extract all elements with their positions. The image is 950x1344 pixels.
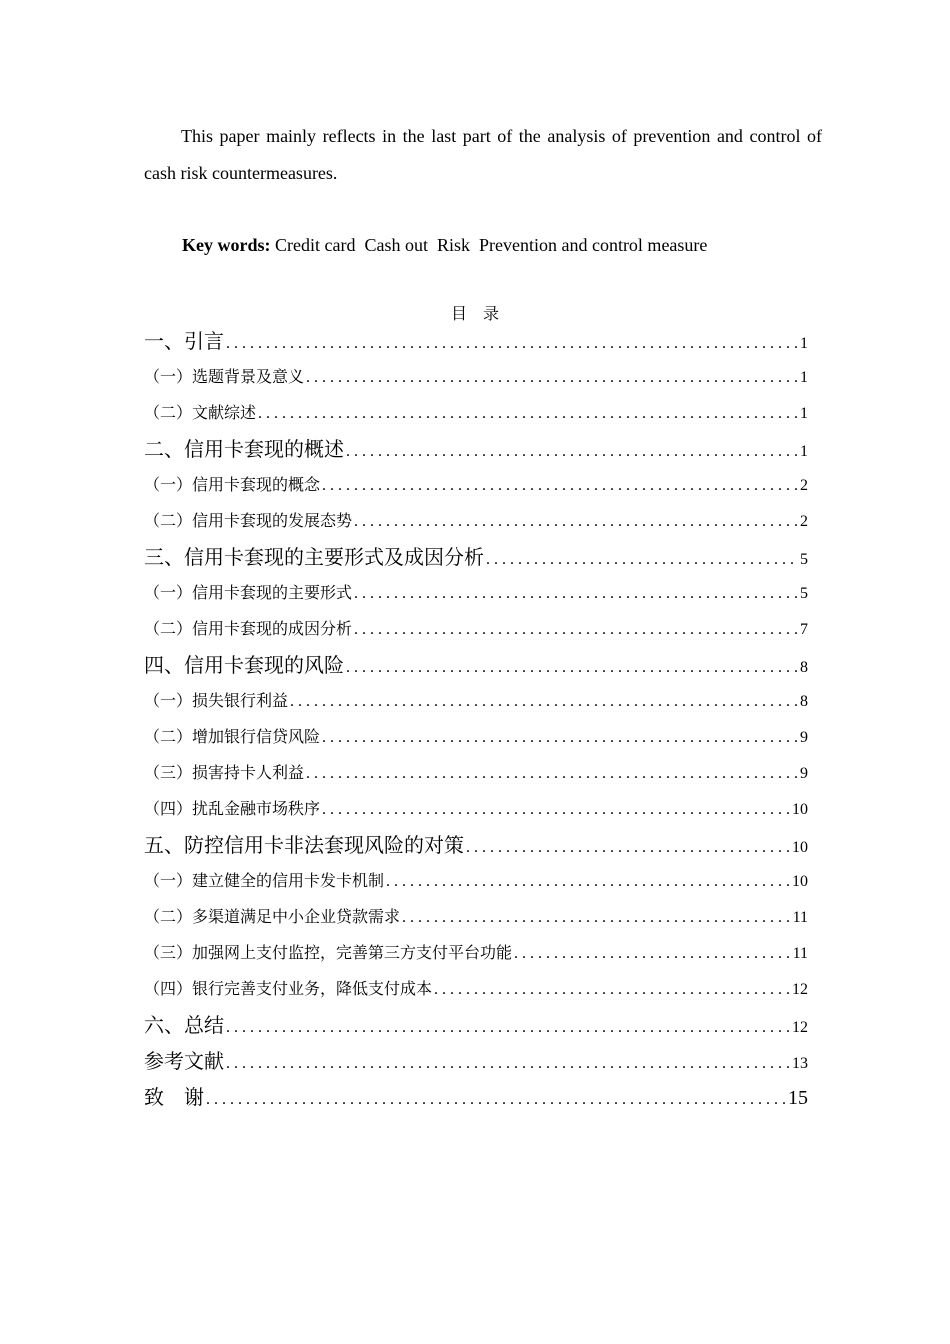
toc-entry-page: 12 <box>792 981 808 998</box>
toc-entry[interactable] <box>144 468 808 504</box>
toc-leader-dots <box>354 612 798 648</box>
toc-entry-page: 1 <box>800 335 808 352</box>
toc-entry-text: （四）银行完善支付业务，降低支付成本 <box>144 981 433 998</box>
toc-leader-dots <box>486 542 798 576</box>
toc-entry[interactable] <box>144 504 808 540</box>
toc-entry[interactable] <box>144 1044 808 1080</box>
toc-entry-page: 1 <box>800 443 808 460</box>
toc-entry-page: 12 <box>792 1019 808 1036</box>
toc-leader-dots <box>402 900 791 936</box>
toc-leader-dots <box>290 684 798 720</box>
toc-entry[interactable] <box>144 648 808 684</box>
toc-entry[interactable] <box>144 900 808 936</box>
toc-entry-text: （一）选题背景及意义 <box>144 369 305 386</box>
toc-entry-page: 7 <box>800 621 808 638</box>
toc-entry-text: 参考文献 <box>144 1051 224 1073</box>
toc-entry-text: （二）信用卡套现的发展态势 <box>144 513 353 530</box>
toc-entry-page: 9 <box>800 729 808 746</box>
toc-entry-page: 15 <box>788 1087 808 1109</box>
toc-leader-dots <box>226 1010 790 1044</box>
toc-entry-page: 2 <box>800 477 808 494</box>
toc-entry-text: 二、信用卡套现的概述 <box>144 439 344 461</box>
toc-leader-dots <box>306 756 798 792</box>
toc-entry[interactable] <box>144 792 808 828</box>
toc-entry[interactable] <box>144 1080 808 1116</box>
toc-entry-text: （二）增加银行信贷风险 <box>144 729 321 746</box>
table-of-contents <box>144 324 808 1116</box>
toc-entry-text: 致 谢 <box>144 1087 204 1109</box>
toc-entry-text: （二）多渠道满足中小企业贷款需求 <box>144 909 401 926</box>
toc-entry-text: （一）信用卡套现的概念 <box>144 477 321 494</box>
toc-entry[interactable] <box>144 324 808 360</box>
toc-entry-page: 2 <box>800 513 808 530</box>
toc-entry-page: 8 <box>800 659 808 676</box>
toc-entry[interactable] <box>144 396 808 432</box>
toc-entry-text: （一）建立健全的信用卡发卡机制 <box>144 873 385 890</box>
toc-entry-page: 1 <box>800 405 808 422</box>
toc-leader-dots <box>346 650 798 684</box>
toc-leader-dots <box>322 720 798 756</box>
toc-entry-text: 三、信用卡套现的主要形式及成因分析 <box>144 547 484 569</box>
toc-entry-text: 四、信用卡套现的风险 <box>144 655 344 677</box>
toc-entry-text: （一）信用卡套现的主要形式 <box>144 585 353 602</box>
toc-entry[interactable] <box>144 576 808 612</box>
toc-entry-text: （四）扰乱金融市场秩序 <box>144 801 321 818</box>
toc-entry-page: 11 <box>792 945 808 962</box>
toc-entry-page: 1 <box>800 369 808 386</box>
toc-leader-dots <box>226 326 798 360</box>
toc-entry-text: （三）加强网上支付监控，完善第三方支付平台功能 <box>144 945 513 962</box>
toc-leader-dots <box>354 576 798 612</box>
toc-entry-page: 10 <box>792 873 808 890</box>
toc-leader-dots <box>434 972 790 1008</box>
toc-entry[interactable] <box>144 1008 808 1044</box>
toc-entry-page: 13 <box>792 1055 808 1072</box>
toc-entry[interactable] <box>144 936 808 972</box>
toc-leader-dots <box>258 396 798 432</box>
toc-entry-text: （三）损害持卡人利益 <box>144 765 305 782</box>
toc-leader-dots <box>346 434 798 468</box>
toc-entry[interactable] <box>144 864 808 900</box>
toc-entry[interactable] <box>144 360 808 396</box>
toc-entry[interactable] <box>144 612 808 648</box>
toc-entry[interactable] <box>144 720 808 756</box>
toc-entry-page: 10 <box>792 839 808 856</box>
toc-entry-page: 9 <box>800 765 808 782</box>
toc-entry-page: 10 <box>792 801 808 818</box>
toc-leader-dots <box>226 1046 790 1080</box>
toc-entry[interactable] <box>144 828 808 864</box>
toc-entry-text: （一）损失银行利益 <box>144 693 289 710</box>
toc-entry-page: 8 <box>800 693 808 710</box>
toc-entry-text: 六、总结 <box>144 1015 224 1037</box>
toc-entry-page: 5 <box>800 585 808 602</box>
toc-entry-page: 5 <box>800 551 808 568</box>
toc-leader-dots <box>514 936 791 972</box>
toc-entry[interactable] <box>144 540 808 576</box>
toc-title: 目 录 <box>450 306 499 323</box>
keywords-value: Credit card Cash out Risk Prevention and control measure <box>270 235 708 255</box>
toc-leader-dots <box>322 468 798 504</box>
keywords-label: Key words: <box>182 235 271 255</box>
toc-entry[interactable] <box>144 432 808 468</box>
toc-entry-text: （二）文献综述 <box>144 405 257 422</box>
toc-entry[interactable] <box>144 684 808 720</box>
toc-entry[interactable] <box>144 756 808 792</box>
toc-entry-page: 11 <box>792 909 808 926</box>
toc-entry-text: 五、防控信用卡非法套现风险的对策 <box>144 835 464 857</box>
toc-leader-dots <box>466 830 790 864</box>
toc-leader-dots <box>206 1082 786 1116</box>
toc-leader-dots <box>322 792 790 828</box>
toc-entry-text: （二）信用卡套现的成因分析 <box>144 621 353 638</box>
toc-leader-dots <box>354 504 798 540</box>
toc-leader-dots <box>386 864 790 900</box>
toc-leader-dots <box>306 360 798 396</box>
abstract-paragraph: This paper mainly reflects in the last part of the analysis of prevention and control of cash risk countermeasures. <box>144 126 822 183</box>
toc-entry-text: 一、引言 <box>144 331 224 353</box>
keywords-line <box>182 228 707 262</box>
toc-entry[interactable] <box>144 972 808 1008</box>
